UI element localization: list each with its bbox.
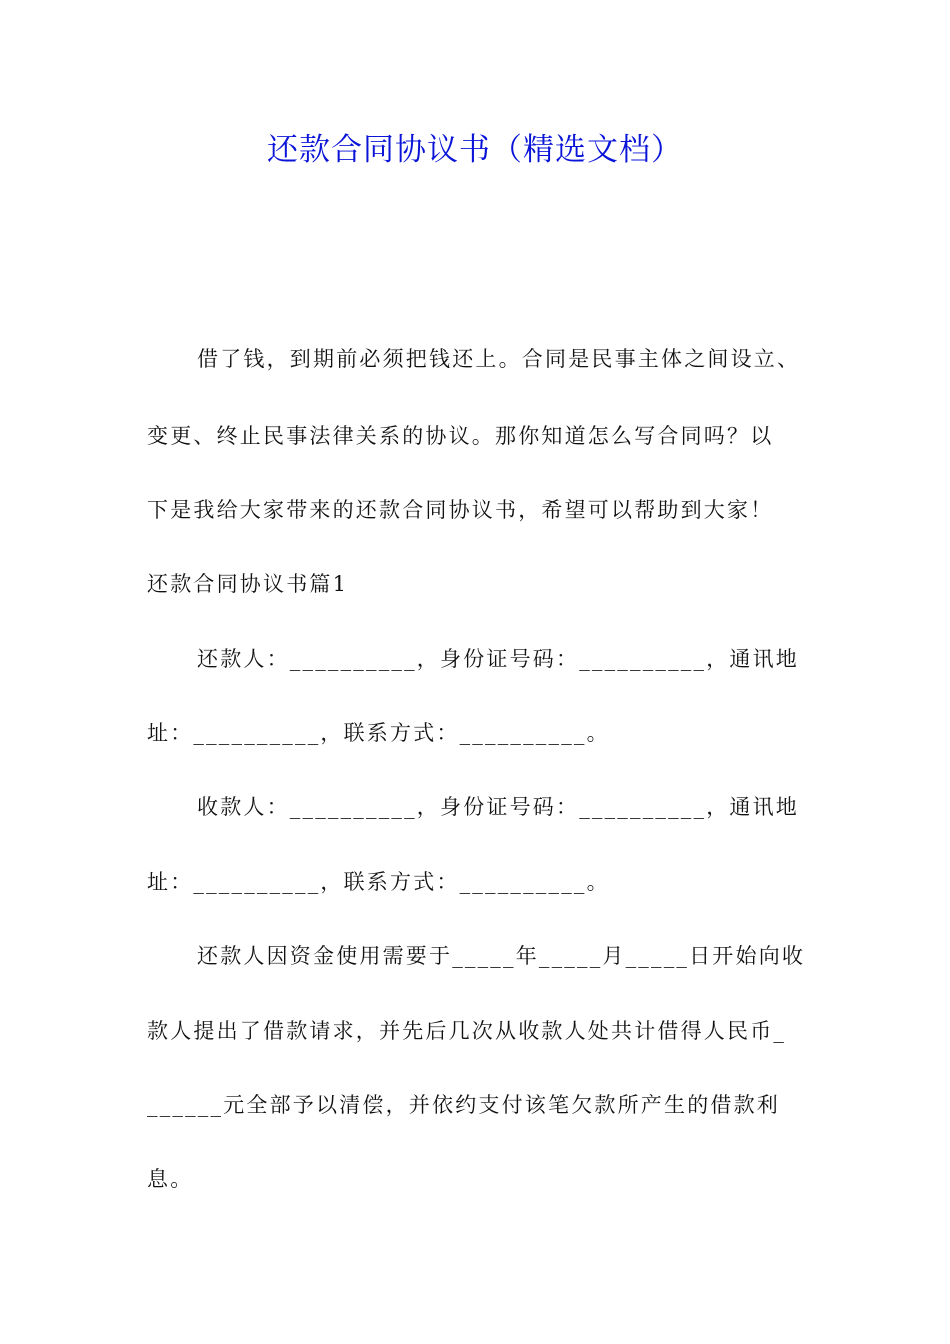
document-title: 还款合同协议书（精选文档）: [267, 132, 683, 168]
paragraph-line: 款人提出了借款请求，并先后几次从收款人处共计借得人民币_: [147, 1019, 787, 1043]
section-heading: 还款合同协议书篇1: [147, 572, 349, 596]
paragraph-line: ______元全部予以清偿，并依约支付该笔欠款所产生的借款利: [147, 1093, 780, 1117]
paragraph-line: 还款人：__________，身份证号码：__________，通讯地: [197, 647, 799, 671]
paragraph-line: 址：__________，联系方式：__________。: [147, 870, 610, 894]
paragraph-line: 收款人：__________，身份证号码：__________，通讯地: [197, 795, 799, 819]
paragraph-line: 下是我给大家带来的还款合同协议书，希望可以帮助到大家！: [147, 498, 774, 522]
paragraph-line: 变更、终止民事法律关系的协议。那你知道怎么写合同吗？以: [147, 424, 774, 448]
paragraph-line: 息。: [147, 1167, 194, 1191]
paragraph-line: 址：__________，联系方式：__________。: [147, 721, 610, 745]
paragraph-line: 还款人因资金使用需要于_____年_____月_____日开始向收: [197, 944, 806, 968]
paragraph-line: 借了钱，到期前必须把钱还上。合同是民事主体之间设立、: [197, 347, 801, 371]
